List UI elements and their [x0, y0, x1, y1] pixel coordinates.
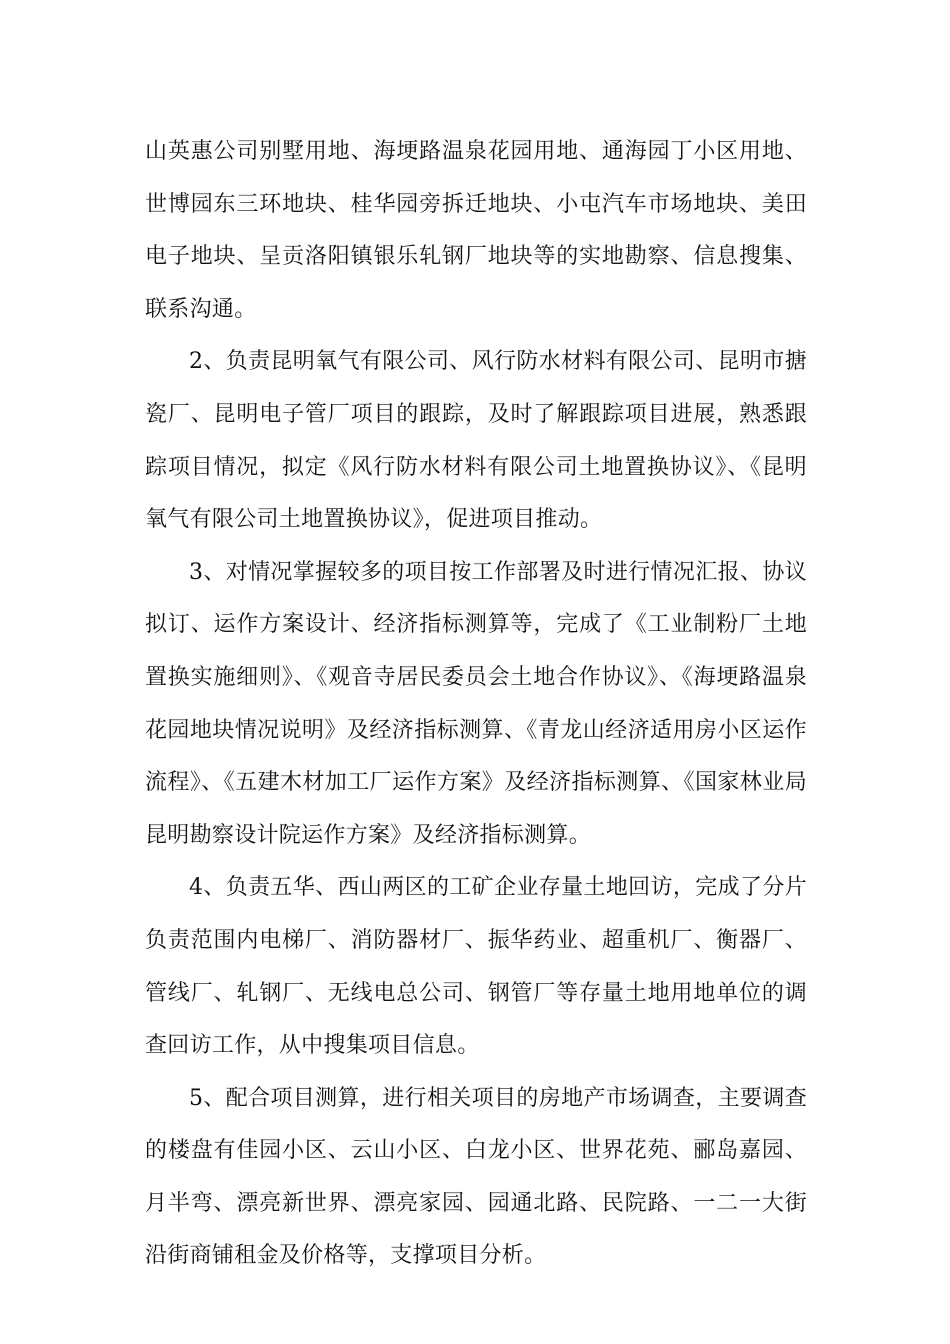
paragraph-item-3: 3、对情况掌握较多的项目按工作部署及时进行情况汇报、协议拟订、运作方案设计、经济指标测算等，完成了《工业制粉厂土地置换实施细则》、《观音寺居民委员会土地合作协议》、《海埂路温泉花园地块情况说明》及经济指标测算、《青龙山经济适用房小区运作流程》、《五建木材加工厂运作方案》及经济指标测算、《国家林业局昆明勘察设计院运作方案》及经济指标测算。	[145, 559, 807, 848]
paragraph-item-4: 4、负责五华、西山两区的工矿企业存量土地回访，完成了分片负责范围内电梯厂、消防器材厂、振华药业、超重机厂、衡器厂、管线厂、轧钢厂、无线电总公司、钢管厂等存量土地用地单位的调查回访工作，从中搜集项目信息。	[145, 875, 807, 1059]
paragraph-item-2: 2、负责昆明氧气有限公司、风行防水材料有限公司、昆明市搪瓷厂、昆明电子管厂项目的跟踪，及时了解跟踪项目进展，熟悉跟踪项目情况，拟定《风行防水材料有限公司土地置换协议》、《昆明氧气有限公司土地置换协议》，促进项目推动。	[145, 349, 807, 533]
document-body	[145, 126, 807, 1283]
paragraph-item-5: 5、配合项目测算，进行相关项目的房地产市场调查，主要调查的楼盘有佳园小区、云山小区、白龙小区、世界花苑、郦岛嘉园、月半弯、漂亮新世界、漂亮家园、园通北路、民院路、一二一大街沿街商铺租金及价格等，支撑项目分析。	[145, 1085, 807, 1269]
paragraph-continuation: 山英惠公司别墅用地、海埂路温泉花园用地、通海园丁小区用地、世博园东三环地块、桂华园旁拆迁地块、小屯汽车市场地块、美田电子地块、呈贡洛阳镇银乐轧钢厂地块等的实地勘察、信息搜集、联系沟通。	[145, 139, 807, 322]
